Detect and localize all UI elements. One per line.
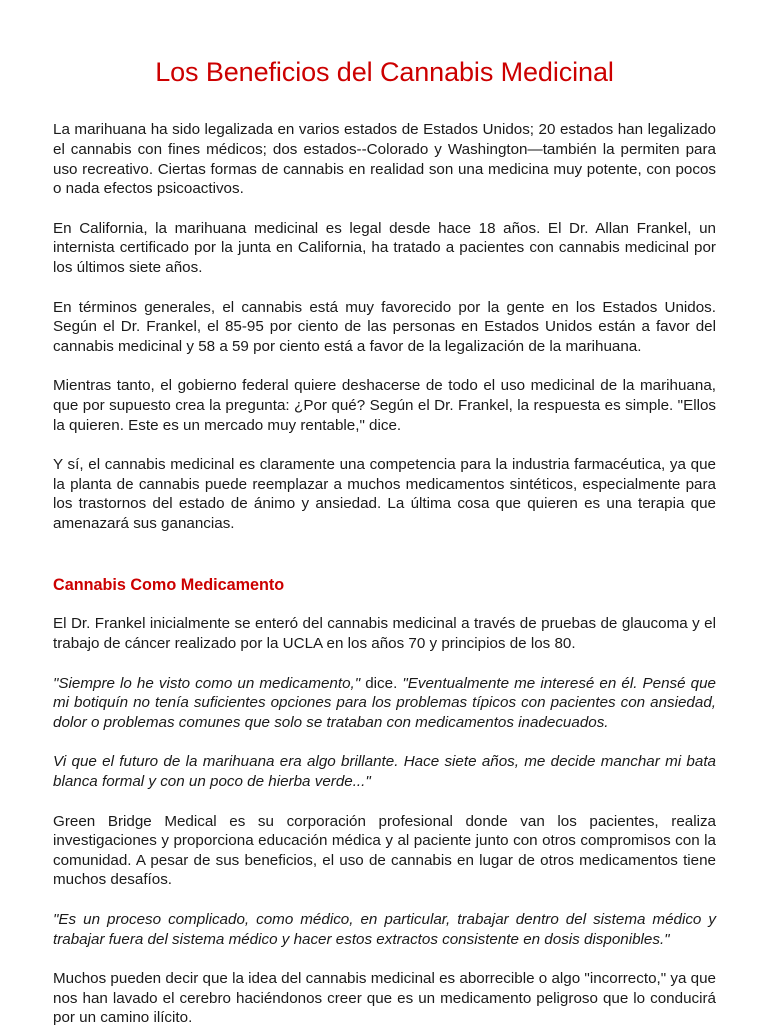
quote-attribution: dice. xyxy=(360,674,403,692)
quote-paragraph-1 xyxy=(53,674,716,733)
document-title: Los Beneficios del Cannabis Medicinal xyxy=(155,57,614,87)
section-paragraph-2: Green Bridge Medical es su corporación profesional donde van los pacientes, realiza investigaciones y proporciona educación médica y al paciente junto con otros compromisos con la comunidad. A pesar de sus beneficios, el uso de cannabis en lugar de otros medicamentos tiene muchos desafíos. xyxy=(53,812,716,889)
section-heading: Cannabis Como Medicamento xyxy=(53,576,285,595)
quote-paragraph-3: "Es un proceso complicado, como médico, en particular, trabajar dentro del sistema médico y trabajar fuera del sistema médico y hacer estos extractos consistente en dosis disponibles." xyxy=(53,911,716,948)
section-paragraph-3: Muchos pueden decir que la idea del cannabis medicinal es aborrecible o algo "incorrecto," ya que nos han lavado el cerebro haciéndonos creer que es un medicamento peligroso que lo conducirá por un camino ilícito. xyxy=(53,970,716,1027)
intro-paragraph-3: En términos generales, el cannabis está muy favorecido por la gente en los Estados Unidos. Según el Dr. Frankel, el 85-95 por ciento de las personas en Estados Unidos están a favor del cannabis medicinal y 58 a 59 por ciento está a favor de la legalización de la marihuana. xyxy=(53,298,716,355)
intro-paragraph-4: Mientras tanto, el gobierno federal quiere deshacerse de todo el uso medicinal de la marihuana, que por supuesto crea la pregunta: ¿Por qué? Según el Dr. Frankel, la respuesta es simple. "Ellos la quieren. Este es un mercado muy rentable," dice. xyxy=(53,377,716,434)
intro-paragraph-1: La marihuana ha sido legalizada en varios estados de Estados Unidos; 20 estados han legalizado el cannabis con fines médicos; dos estados--Colorado y Washington—también la permiten para uso recreativo. Ciertas formas de cannabis en realidad son una medicina muy potente, con pocos o nada efectos psicoactivos. xyxy=(53,121,716,198)
quote-continuation: "Eventualmente me interesé en él. Pensé que mi botiquín no tenía suficientes opciones para los problemas típicos con pacientes con ansiedad, dolor o problemas comunes que solo se trataban con medicamentos inadecuados. xyxy=(53,674,716,731)
intro-paragraph-5: Y sí, el cannabis medicinal es claramente una competencia para la industria farmacéutica, ya que la planta de cannabis puede reemplazar a muchos medicamentos sintéticos, especialmente para los trastornos del estado de ánimo y ansiedad. La última cosa que quieren es una terapia que amenazará sus ganancias. xyxy=(53,456,716,532)
intro-paragraph-2: En California, la marihuana medicinal es legal desde hace 18 años. El Dr. Allan Frankel, un internista certificado por la junta en California, ha tratado a pacientes con cannabis medicinal por los últimos siete años. xyxy=(53,219,716,276)
quote-opening: "Siempre lo he visto como un medicamento," xyxy=(53,674,361,692)
quote-paragraph-2: Vi que el futuro de la marihuana era algo brillante. Hace siete años, me decide manchar mi bata blanca formal y con un poco de hierba verde..." xyxy=(53,753,716,791)
section-paragraph-1: El Dr. Frankel inicialmente se enteró del cannabis medicinal a través de pruebas de glaucoma y el trabajo de cáncer realizado por la UCLA en los años 70 y principios de los 80. xyxy=(53,615,716,653)
